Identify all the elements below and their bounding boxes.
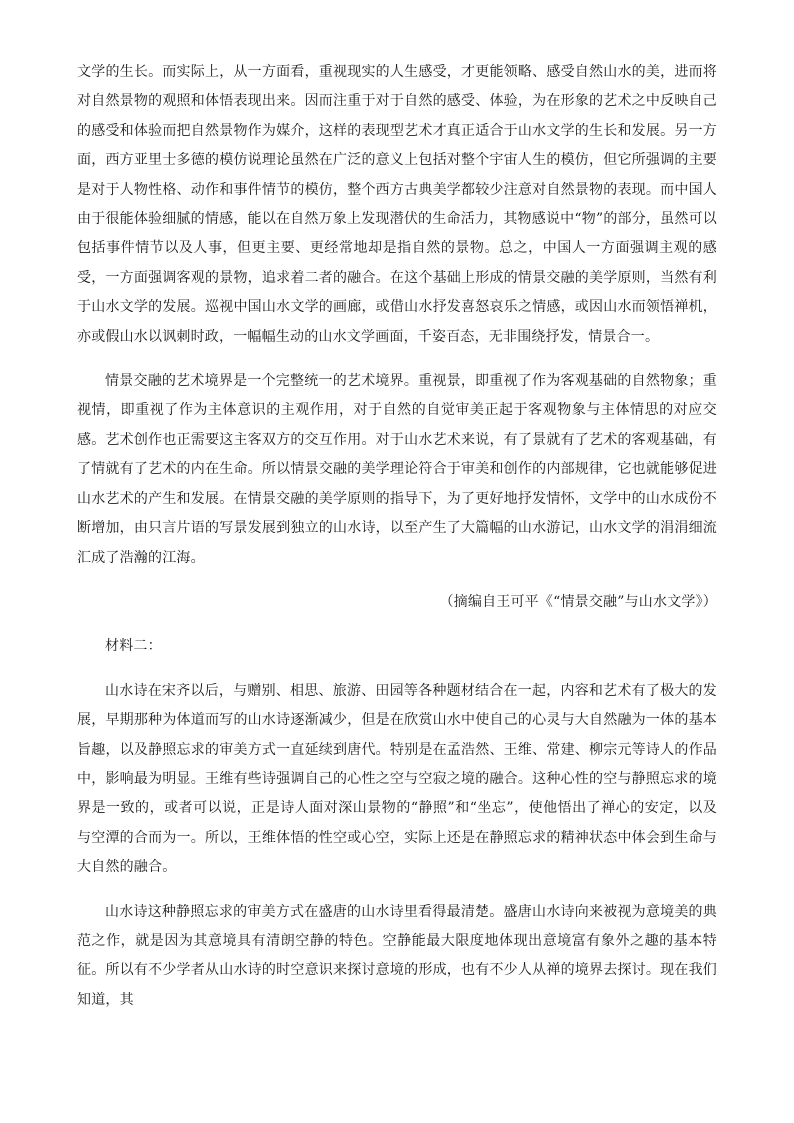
paragraph-2: 情景交融的艺术境界是一个完整统一的艺术境界。重视景，即重视了作为客观基础的自然物象；重视情，即重视了作为主体意识的主观作用，对于自然的自觉审美正起于客观物象与主体情思的对应交感。艺术创作也正需要这主客双方的交互作用。对于山水艺术来说，有了景就有了艺术的客观基础，有了情就有了艺术的内在生命。所以情景交融的美学理论符合于审美和创作的内部规律，它也就能够促进山水艺术的产生和发展。在情景交融的美学原则的指导下，为了更好地抒发情怀，文学中的山水成份不断增加，由只言片语的写景发展到独立的山水诗，以至产生了大篇幅的山水游记，山水文学的涓涓细流汇成了浩瀚的江海。 — [77, 373, 717, 566]
paragraph-3: 山水诗在宋齐以后，与赠别、相思、旅游、田园等各种题材结合在一起，内容和艺术有了极大的发展，早期那种为体道而写的山水诗逐渐减少，但是在欣赏山水中使自己的心灵与大自然融为一体的基本旨趣，以及静照忘求的审美方式一直延续到唐代。特别是在孟浩然、王维、常建、柳宗元等诗人的作品中，影响最为明显。王维有些诗强调自己的心性之空与空寂之境的融合。这种心性的空与静照忘求的境界是一致的，或者可以说，正是诗人面对深山景物的“静照”和“坐忘”，使他悟出了禅心的安定，以及与空潭的合而为一。所以，王维体悟的性空或心空，实际上还是在静照忘求的精神状态中体会到生命与大自然的融合。 — [77, 682, 717, 876]
section-label: 材料二： — [105, 638, 162, 655]
source-citation: （摘编自王可平《“情景交融”与山水文学》） — [439, 593, 717, 610]
document-body — [77, 58, 717, 1030]
paragraph-1: 文学的生长。而实际上，从一方面看，重视现实的人生感受，才更能领略、感受自然山水的美，进而将对自然景物的观照和体悟表现出来。因而注重于对于自然的感受、体验，为在形象的艺术之中反映自己的感受和体验而把自然景物作为媒介，这样的表现型艺术才真正适合于山水文学的生长和发展。另一方面，西方亚里士多德的模仿说理论虽然在广泛的意义上包括对整个宇宙人生的模仿，但它所强调的主要是对于人物性格、动作和事件情节的模仿，整个西方古典美学都较少注意对自然景物的表现。而中国人由于很能体验细腻的情感，能以在自然万象上发现潜伏的生命活力，其物感说中“物”的部分，虽然可以包括事件情节以及人事，但更主要、更经常地却是指自然的景物。总之，中国人一方面强调主观的感受，一方面强调客观的景物，追求着二者的融合。在这个基础上形成的情景交融的美学原则，当然有利于山水文学的发展。巡视中国山水文学的画廊，或借山水抒发喜怒哀乐之情感，或因山水而领悟禅机，亦或假山水以讽刺时政，一幅幅生动的山水文学画面，千姿百态，无非围绕抒发，情景合一。 — [77, 64, 717, 345]
paragraph-4: 山水诗这种静照忘求的审美方式在盛唐的山水诗里看得最清楚。盛唐山水诗向来被视为意境美的典范之作，就是因为其意境具有清朗空静的特色。空静能最大限度地体现出意境富有象外之趣的基本特征。所以有不少学者从山水诗的时空意识来探讨意境的形成，也有不少人从禅的境界去探讨。现在我们知道，其 — [77, 903, 717, 1008]
